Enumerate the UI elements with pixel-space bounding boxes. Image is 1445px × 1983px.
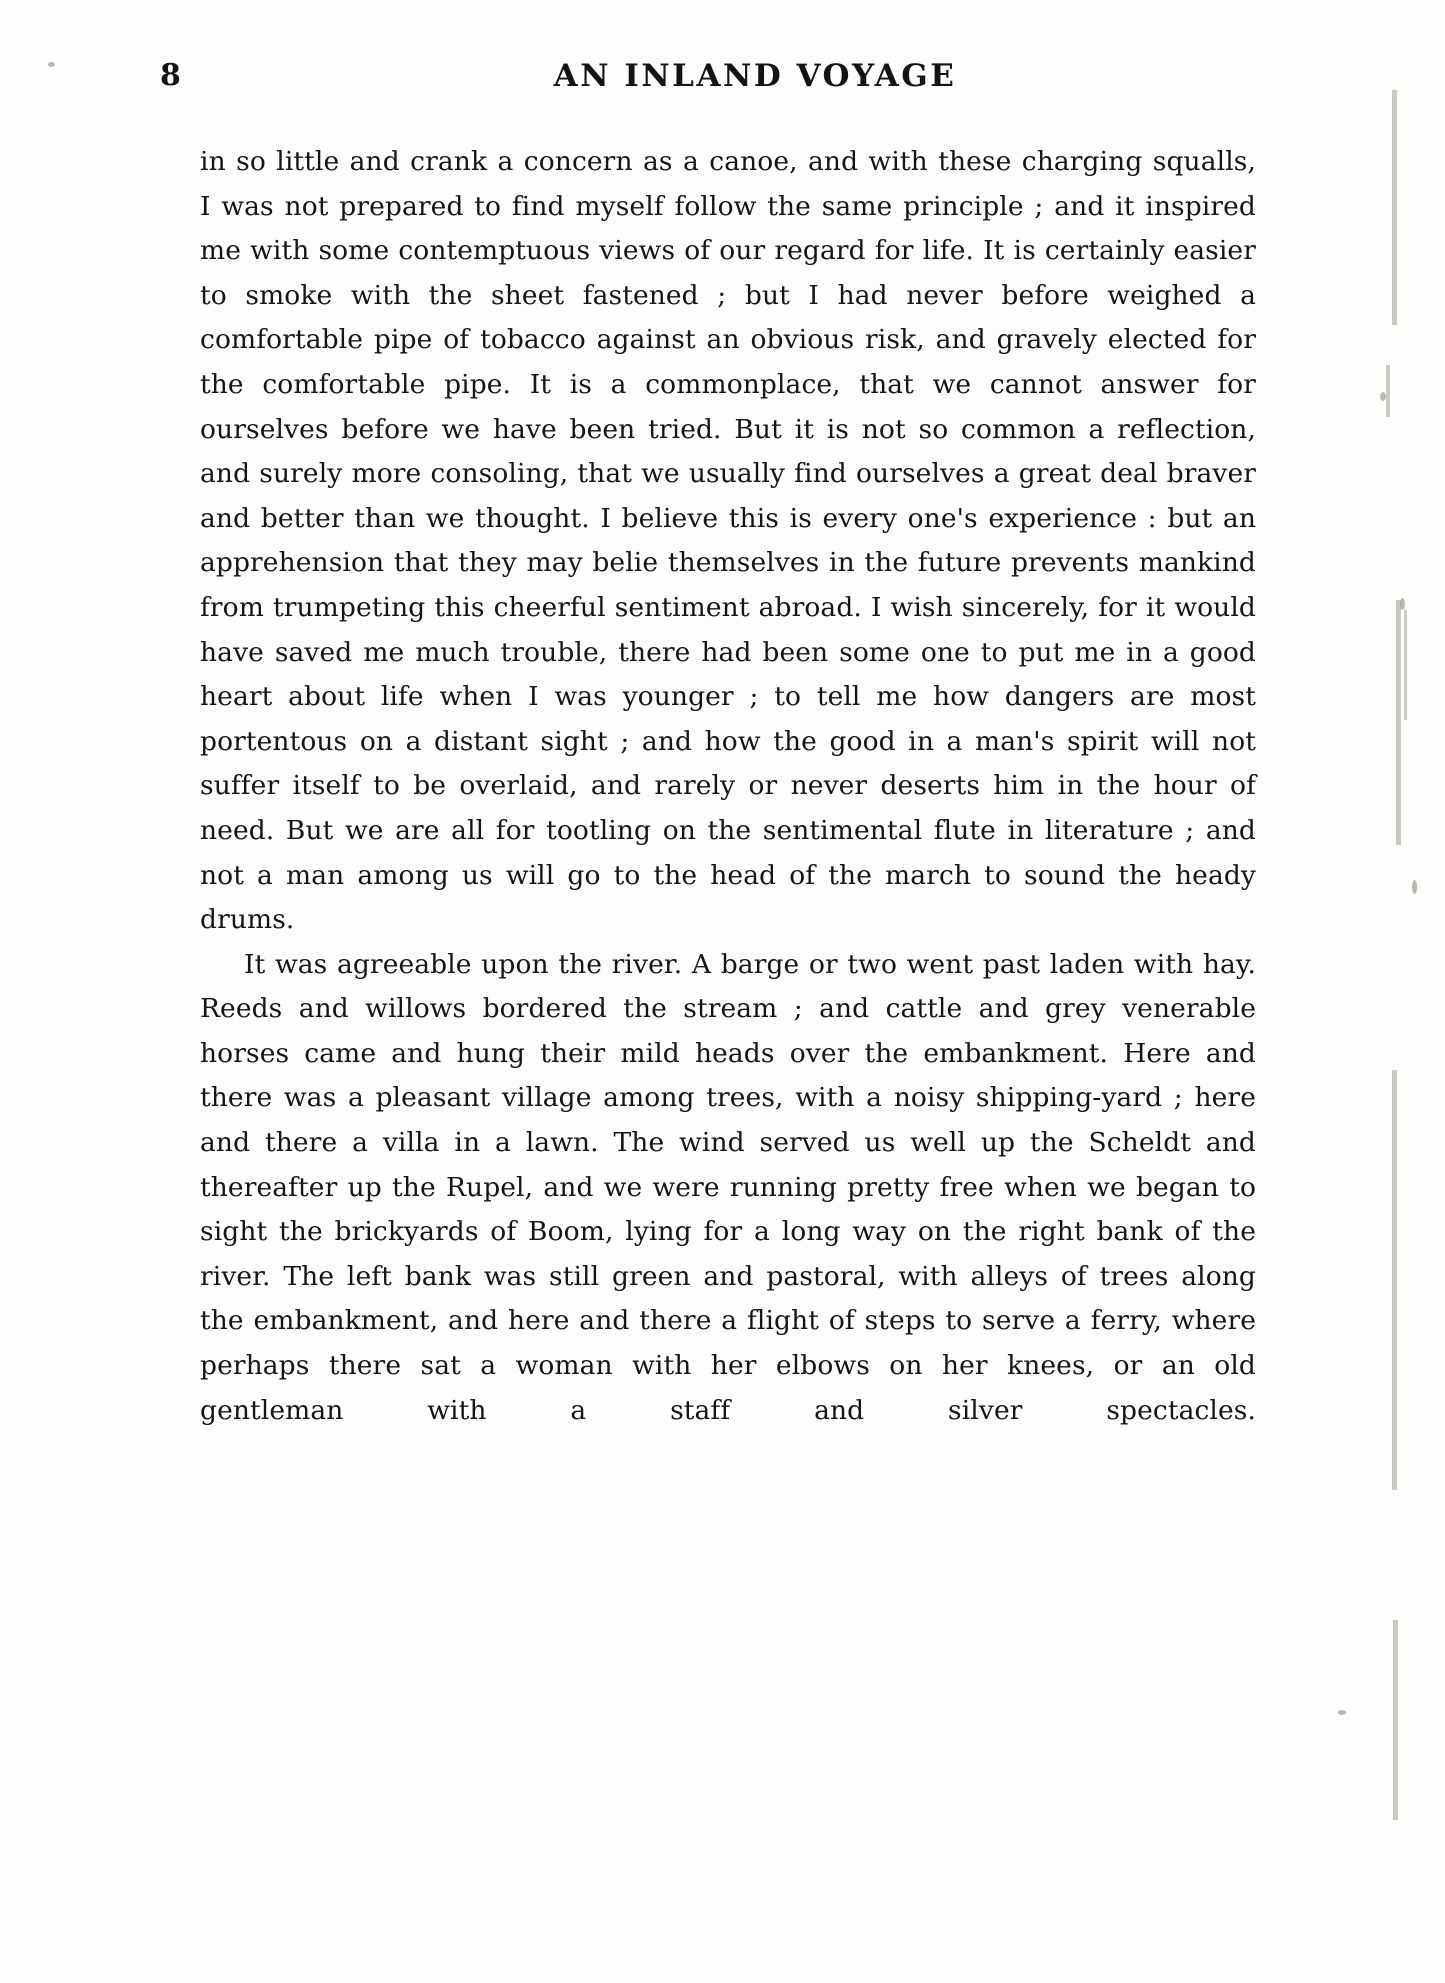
scan-speck xyxy=(1380,392,1386,401)
paragraph-2: It was agreeable upon the river. A barge or two went past laden with hay. Reeds and willows bordered the stream ; and cattle and grey venerable horses came and hung their mild heads over the embankment. Here and there was a pleasant village among trees, with a noisy shipping-yard ; here and there a villa in a lawn. The wind served us well up the Scheldt and thereafter up the Rupel, and we were running pretty free when we began to sight the brickyards of Boom, lying for a long way on the right bank of the river. The left bank was still green and pastoral, with alleys of trees along the embankment, and here and there a flight of steps to serve a ferry, where perhaps there sat a woman with her elbows on her knees, or an old gentleman with a staff and silver spectacles. xyxy=(200,948,1256,1426)
scan-edge-artifact xyxy=(1393,1620,1398,1820)
scan-speck xyxy=(48,62,55,67)
scan-edge-artifact xyxy=(1392,90,1397,325)
scan-edge-artifact xyxy=(1392,1070,1397,1490)
scan-speck xyxy=(1412,880,1417,894)
body-text-block xyxy=(200,140,1256,1433)
paragraph-1: in so little and crank a concern as a canoe, and with these charging squalls, I was not prepared to find myself follow the same principle ; and it inspired me with some contemptuous views of our regard for life. It is certainly easier to smoke with the sheet fastened ; but I had never before weighed a comfortable pipe of tobacco against an obvious risk, and gravely elected for the comfortable pipe. It is a commonplace, that we cannot answer for ourselves before we have been tried. But it is not so common a reflection, and surely more consoling, that we usually find ourselves a great deal braver and better than we thought. I believe this is every one's experience : but an apprehension that they may belie themselves in the future prevents mankind from trumpeting this cheerful sentiment abroad. I wish sincerely, for it would have saved me much trouble, there had been some one to put me in a good heart about life when I was younger ; to tell me how dangers are most portentous on a distant sight ; and how the good in a man's spirit will not suffer itself to be overlaid, and rarely or never deserts him in the hour of need. But we are all for tootling on the sentimental flute in literature ; and not a man among us will go to the head of the march to sound the heady drums. xyxy=(200,146,1256,936)
running-head xyxy=(160,56,1290,102)
page-number: 8 xyxy=(160,58,181,93)
scan-speck xyxy=(1400,598,1405,610)
scan-edge-artifact xyxy=(1404,610,1407,720)
book-title-header: AN INLAND VOYAGE xyxy=(553,58,957,94)
scan-speck xyxy=(1338,1710,1346,1715)
scan-edge-artifact xyxy=(1396,600,1401,845)
scan-edge-artifact xyxy=(1386,365,1390,417)
